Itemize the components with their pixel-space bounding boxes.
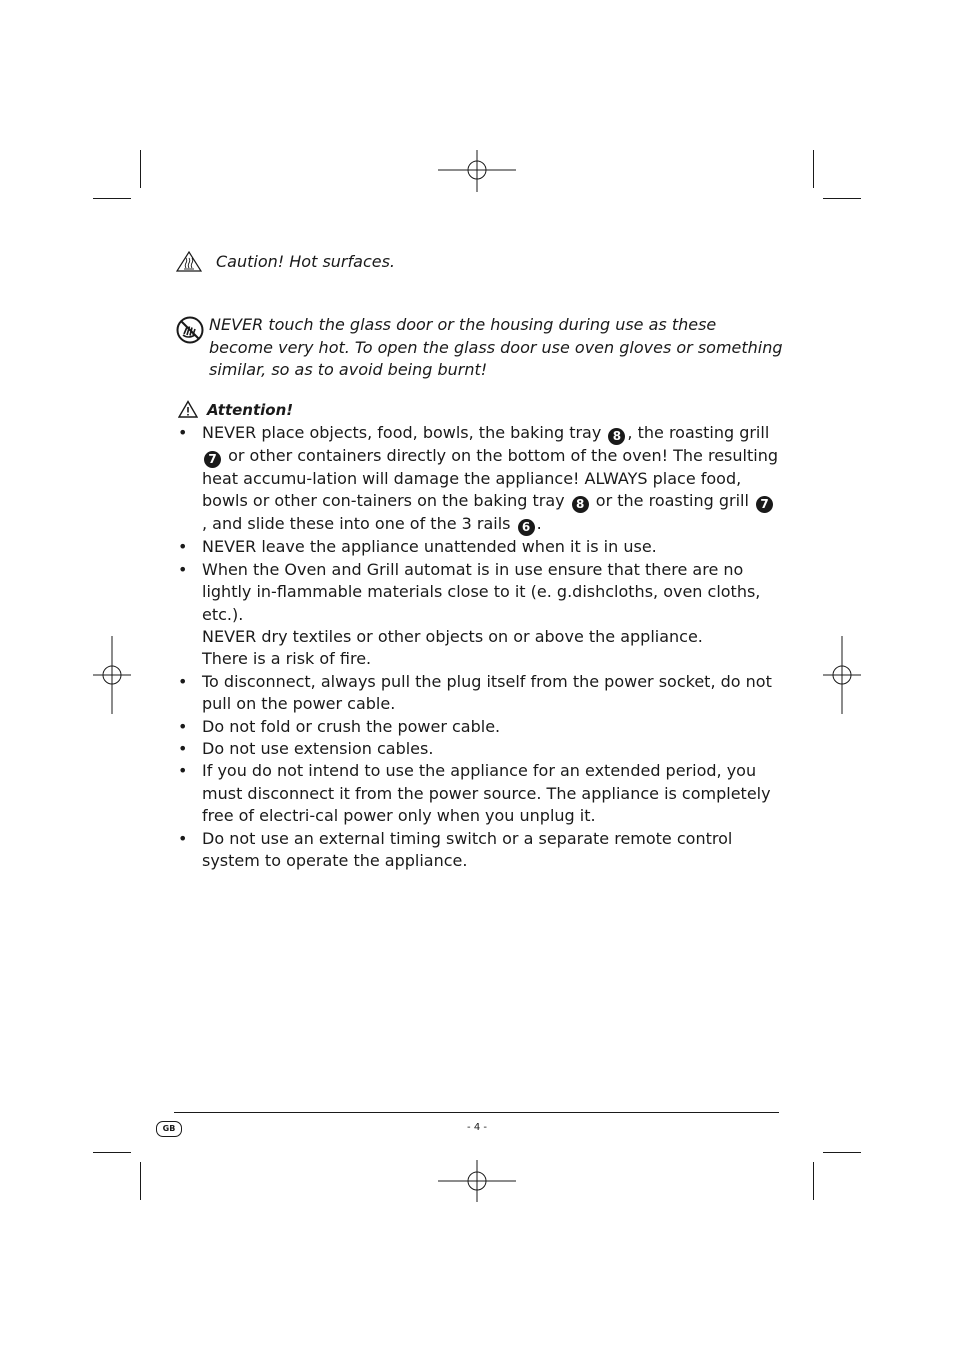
safety-bullet-list (174, 422, 780, 873)
list-item (174, 536, 780, 558)
list-item (174, 760, 780, 827)
registration-mark-icon (823, 636, 861, 714)
touch-warning-text: NEVER touch the glass door or the housing during use as these become very hot. To open the glass door use oven gloves or something similar, so as to avoid being burnt! (209, 315, 783, 379)
registration-mark-icon (438, 150, 516, 192)
bullet-dot: • (178, 423, 188, 442)
item-number-badge: 7 (756, 496, 773, 513)
bullet-dot: • (178, 537, 188, 557)
crop-mark (813, 1162, 814, 1200)
page-number: - 4 - (467, 1122, 487, 1133)
list-item (174, 738, 780, 760)
caution-text: Caution! Hot surfaces. (216, 252, 395, 271)
list-item (174, 716, 780, 738)
bullet-dot: • (178, 559, 188, 579)
bullet-text: NEVER leave the appliance unattended when it is in use. (202, 537, 657, 557)
bullet-text: , the roasting grill (627, 423, 770, 442)
list-item (174, 828, 780, 873)
bullet-text: Do not use an external timing switch or a separate remote control system to operate the appliance. (202, 828, 733, 871)
bullet-text: When the Oven and Grill automat is in use ensure that there are no lightly in-flammable materials close to it (e. g.dishcloths, oven cloths, etc.). (202, 559, 761, 624)
item-number-badge: 8 (572, 496, 589, 513)
language-badge: GB (156, 1121, 182, 1137)
attention-label: Attention! (207, 401, 294, 419)
crop-mark (93, 1152, 131, 1153)
bullet-text: or the roasting grill (595, 491, 749, 511)
crop-mark (93, 198, 131, 199)
warning-triangle-icon (178, 400, 198, 418)
bullet-text: NEVER place objects, food, bowls, the baking tray (202, 423, 602, 442)
crop-mark (813, 150, 814, 188)
bullet-text: , and slide these into one of the 3 rails (202, 514, 511, 534)
bullet-text: Do not use extension cables. (202, 739, 434, 759)
crop-mark (140, 150, 141, 188)
crop-mark (823, 1152, 861, 1153)
bullet-dot: • (178, 739, 188, 759)
bullet-text: If you do not intend to use the appliance for an extended period, you must disconnect it from the power source. The appliance is completely free of electri-cal power only when you unplug it. (202, 761, 771, 826)
bullet-dot: • (178, 716, 188, 736)
item-number-badge: 6 (518, 519, 535, 536)
crop-mark (823, 198, 861, 199)
bullet-text: . (536, 514, 542, 534)
bullet-dot: • (178, 761, 188, 781)
no-touch-hand-icon (176, 316, 204, 344)
item-number-badge: 8 (608, 428, 625, 445)
bullet-text: NEVER dry textiles or other objects on or above the appliance. (202, 627, 703, 647)
hot-surface-warning-icon (176, 250, 202, 272)
list-item (174, 422, 780, 536)
crop-mark (140, 1162, 141, 1200)
bullet-dot: • (178, 828, 188, 848)
item-number-badge: 7 (204, 451, 221, 468)
bullet-text: To disconnect, always pull the plug itself from the power socket, do not pull on the power cable. (202, 671, 772, 714)
bullet-dot: • (178, 671, 188, 691)
list-item (174, 559, 780, 671)
bullet-text: or other containers directly on the bottom of the oven! The resulting heat accumu-lation will damage the appliance! ALWAYS place food, bowls or other con-tainers on the baking tray (202, 446, 778, 511)
registration-mark-icon (93, 636, 131, 714)
list-item (174, 671, 780, 716)
footer-divider (174, 1112, 779, 1113)
bullet-text: There is a risk of fire. (202, 649, 372, 669)
bullet-text: Do not fold or crush the power cable. (202, 716, 501, 736)
registration-mark-icon (438, 1160, 516, 1202)
